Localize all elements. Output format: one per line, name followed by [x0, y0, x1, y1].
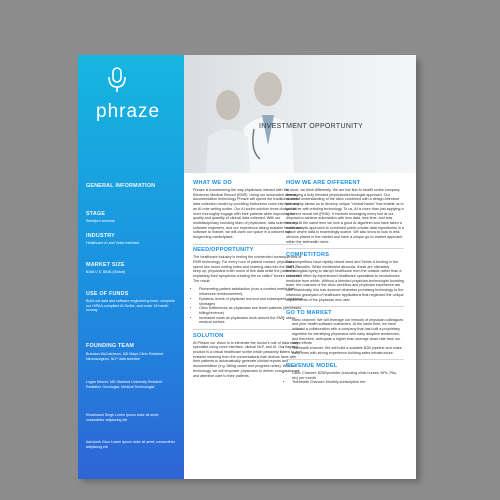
team-member-3 [86, 413, 178, 422]
divider [286, 359, 404, 360]
sidebar-section-industry [86, 233, 178, 246]
hero-photo [184, 55, 416, 173]
competitors-text: Our competitors have rapidly raised seed and Series A funding in the last 12 months. While excitement abounds, these are ultimately technologists trying to disrupt healthcare from the outside rather than a concerted effort by experienced healthcare specialists to revolutionize medicine from within. Without a blended physician-technologist founding team, the nuances of the clinic workflow and physician experience are lost. Historically, this has doomed otherwise promising technology to the infamous graveyard of healthcare applications that neglected the unique requirements of the physician end-user. [286, 259, 404, 302]
team-member-text: Brandon McCutcheon, MD Mayo Clinic Resident Neurosurgeon, NLP data scientist [86, 352, 164, 361]
divider [286, 306, 404, 307]
team-member-text: Ashutosh Gaur Lorem ipsum dolor sit amet, consectetur adipiscing elit [86, 440, 175, 449]
team-member-4 [86, 440, 178, 449]
list-item: • Telehealth channel: We will build a scalable B2B pipeline and make early hires with strong experience building sales infrastructure. [292, 346, 404, 355]
section-heading: STAGE [86, 211, 106, 217]
flyer-page [78, 55, 416, 479]
right-column [286, 180, 404, 389]
section-heading: GENERAL INFORMATION [86, 183, 156, 189]
list-item: • Epidemic levels of physician burnout and subsequent workforce shortages [199, 297, 303, 306]
section-text: Healthcare AI and Voice Interface [86, 241, 140, 245]
need-heading: NEED/OPPORTUNITY [193, 247, 254, 254]
microphone-logo-icon [102, 65, 132, 95]
page-title: INVESTMENT OPPORTUNITY [259, 123, 363, 130]
section-heading: FOUNDING TEAM [86, 343, 135, 349]
section-text: Seed/pre-revenue [86, 219, 115, 223]
team-member-1 [86, 352, 178, 361]
revenue-heading: REVENUE MODEL [286, 362, 338, 369]
different-heading: HOW WE ARE DIFFERENT [286, 180, 361, 186]
list-item: • Telehealth Channel: Monthly subscription fee [292, 380, 404, 385]
doctors-photo [184, 55, 416, 173]
team-member-text: Khushwant Singh Lorem ipsum dolor sit amet, consectetur adipiscing elit [86, 413, 160, 422]
sidebar-section-market-size [86, 262, 178, 275]
go-to-market-heading: GO TO MARKET [286, 309, 332, 316]
section-text: $168 U.S. $54B (Global) [86, 270, 126, 274]
what-we-do-heading: WHAT WE DO [193, 180, 232, 186]
section-heading: USE OF FUNDS [86, 291, 129, 297]
sidebar-section-general [86, 183, 178, 191]
list-item: • Clinic Channel: $250/provider (including clinic nurses, NPs, PAs, etc) per month [292, 371, 404, 380]
team-member-text: Logan Mercer, MD Stanford University Resident Radiation Oncologist, Medical Technologist [86, 380, 163, 389]
section-heading: INDUSTRY [86, 233, 115, 239]
section-heading: MARKET SIZE [86, 262, 125, 268]
go-to-market-list [286, 318, 404, 356]
list-item: • Increased costs as physicians work around the EMR using medical scribes [199, 316, 303, 325]
solution-heading: SOLUTION [193, 332, 224, 339]
sidebar-section-use-of-funds [86, 291, 178, 313]
sidebar-section-stage [86, 211, 178, 224]
what-we-do-text: Phraze is transforming the way physicians interact with the Electronic Medical Record (EMR). Using our automated clinical documentation technology Phraze will upend the traditional clinic data collection model by providing frictionless voice interface and an AI note writing scribe. Our AI scribe solution frees doctors to more thoroughly engage with their patients while improving the quality and quantity of clinical data collected. With our multidisciplinary founding team of physicians, data scientists and software engineers, and our experience taking scalable healthcare software to market, we will claim our space in a nascent but burgeoning marketplace. [193, 188, 302, 240]
list-item: • Clinic bottlenecks as physicians see fewer patients (decreased billing/revenue) [199, 306, 303, 315]
list-item: • Clinic channel: We will leverage our network of physician colleagues and prior health software customers. At the same time, we have initiated a collaboration with a company that has built a proprietary algorithm for identifying physicians with early adoptive tendencies, and therefore, anticipate a higher than average close rate from our sales efforts [292, 318, 404, 346]
revenue-list [286, 371, 404, 385]
solution-text: At Phraze our vision is to eliminate the doctor's role of data entry specialist using voice interface, clinical NLP, and AI. Our flagship product is a virtual healthcare scribe which passively listens to and extracts meaning from the conversations that doctors have with their patients to automatically generate clinical reports and documentation (e.g. billing codes and progress notes). With our technology, we will empower physicians to deliver compassionate and attentive care to their patients. [193, 340, 302, 378]
need-text: The healthcare industry is feeling the unintended consequences of EMR technology. For every hour of patient contact, physicians spend two hours writing notes and entering data into the EMR. To keep up, physicians enter much of this data while the patient is explaining their symptoms creating the so called "screen between". The result: [193, 255, 303, 283]
divider [286, 248, 404, 249]
competitors-heading: COMPETITORS [286, 251, 330, 258]
section-text: Build out data and software engineering team, complete our HIPAA-compliant AI Scribe, and cover 18 month runway [86, 299, 175, 313]
list-item: • Plummeting patient satisfaction (now a coveted metric that influences reimbursement) [199, 287, 303, 296]
different-text: In short, we think differently. We are the first AI health scribe company leveraging a truly blended physician/technologist approach. Our nuanced understanding of the clinic combined with a design-intensive philosophy allows us to develop unique "clinical hacks" that enable us to go further with existing technology. To us, AI is more than just applying a recurrent neural net (RNN). It involves leveraging every tool at our disposal to achieve automation with less data, less time, and less money. At the same time we love a good AI algorithm and have taken a novel analytic approach to combined public private data repositories in a space where data is exceedingly scarce. We also know to look in less obvious places in the market and have a unique go-to-market approach within the telehealth niche. [286, 188, 404, 244]
sidebar-section-founding-team [86, 343, 178, 351]
brand-name: phraze [96, 101, 161, 122]
team-member-2 [86, 380, 178, 389]
sidebar [78, 55, 184, 479]
